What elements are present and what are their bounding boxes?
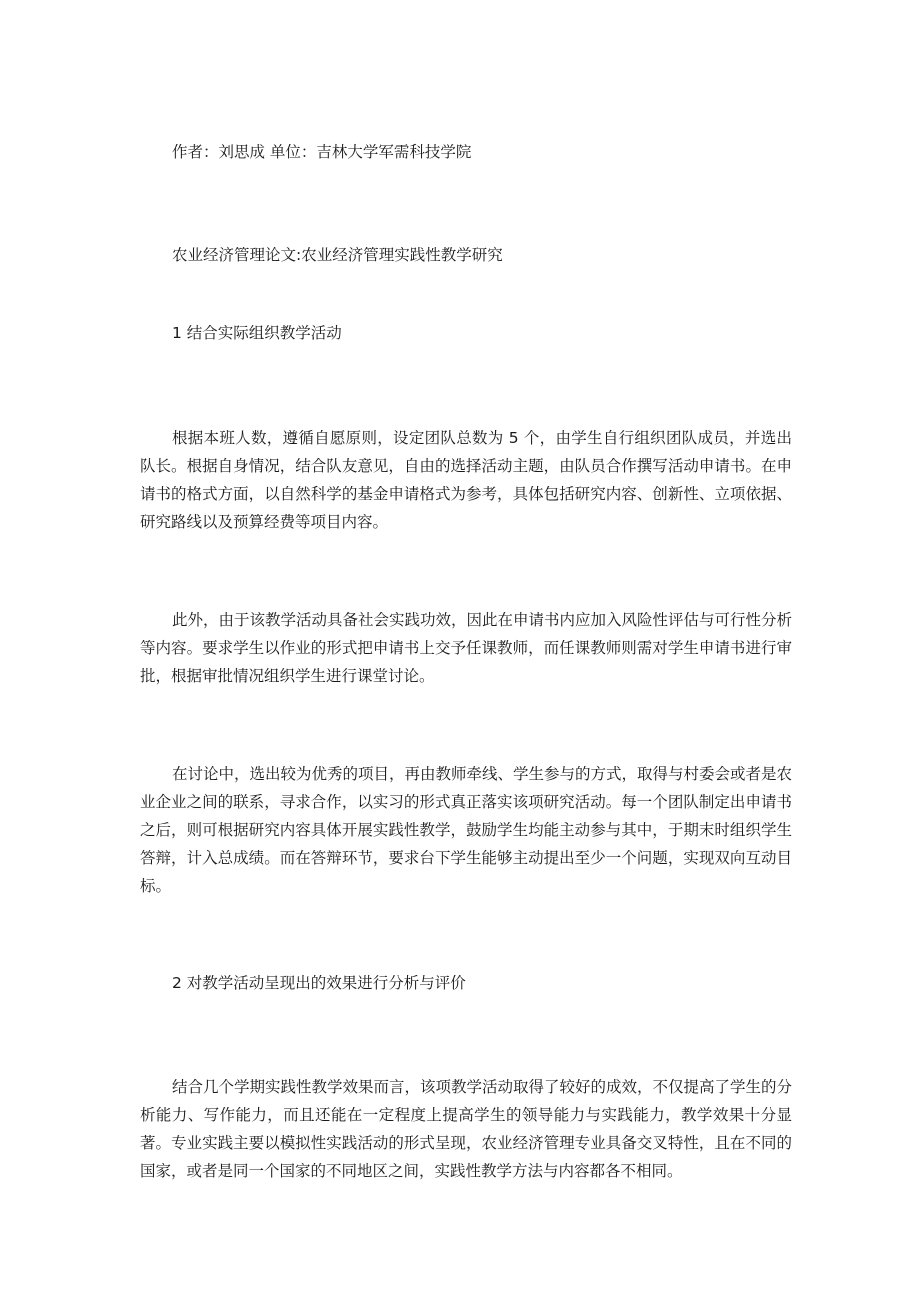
section-2-paragraph-1: 结合几个学期实践性教学效果而言，该项教学活动取得了较好的成效，不仅提高了学生的分析能力、写作能力，而且还能在一定程度上提高学生的领导能力与实践能力，教学效果十分显著。专业实践主要以模拟性实践活动的形式呈现，农业经济管理专业具备交叉特性，且在不同的国家，或者是同一个国家的不同地区之间，实践性教学方法与内容都各不相同。 [140, 1078, 793, 1180]
section-1-paragraph-2: 此外，由于该教学活动具备社会实践功效，因此在申请书内应加入风险性评估与可行性分析等内容。要求学生以作业的形式把申请书上交予任课教师，而任课教师则需对学生申请书进行审批，根据审批情况组织学生进行课堂讨论。 [140, 611, 793, 685]
section-1-paragraph-1: 根据本班人数，遵循自愿原则，设定团队总数为 5 个，由学生自行组织团队成员，并选出队长。根据自身情况，结合队友意见，自由的选择活动主题，由队员合作撰写活动申请书。在申请书的格式方面，以自然科学的基金申请格式为参考，具体包括研究内容、创新性、立项依据、研究路线以及预算经费等项目内容。 [140, 429, 792, 531]
section-1-heading: 1 结合实际组织教学活动 [172, 324, 342, 342]
author-line: 作者：刘思成 单位：吉林大学军需科技学院 [172, 143, 472, 161]
section-1-paragraph-3: 在讨论中，选出较为优秀的项目，再由教师牵线、学生参与的方式，取得与村委会或者是农业企业之间的联系，寻求合作，以实习的形式真正落实该项研究活动。每一个团队制定出申请书之后，则可根据研究内容具体开展实践性教学，鼓励学生均能主动参与其中，于期末时组织学生答辩，计入总成绩。而在答辩环节，要求台下学生能够主动提出至少一个问题，实现双向互动目标。 [140, 765, 793, 895]
article-title: 农业经济管理论文:农业经济管理实践性教学研究 [172, 246, 503, 264]
section-2-heading: 2 对教学活动呈现出的效果进行分析与评价 [172, 974, 466, 992]
